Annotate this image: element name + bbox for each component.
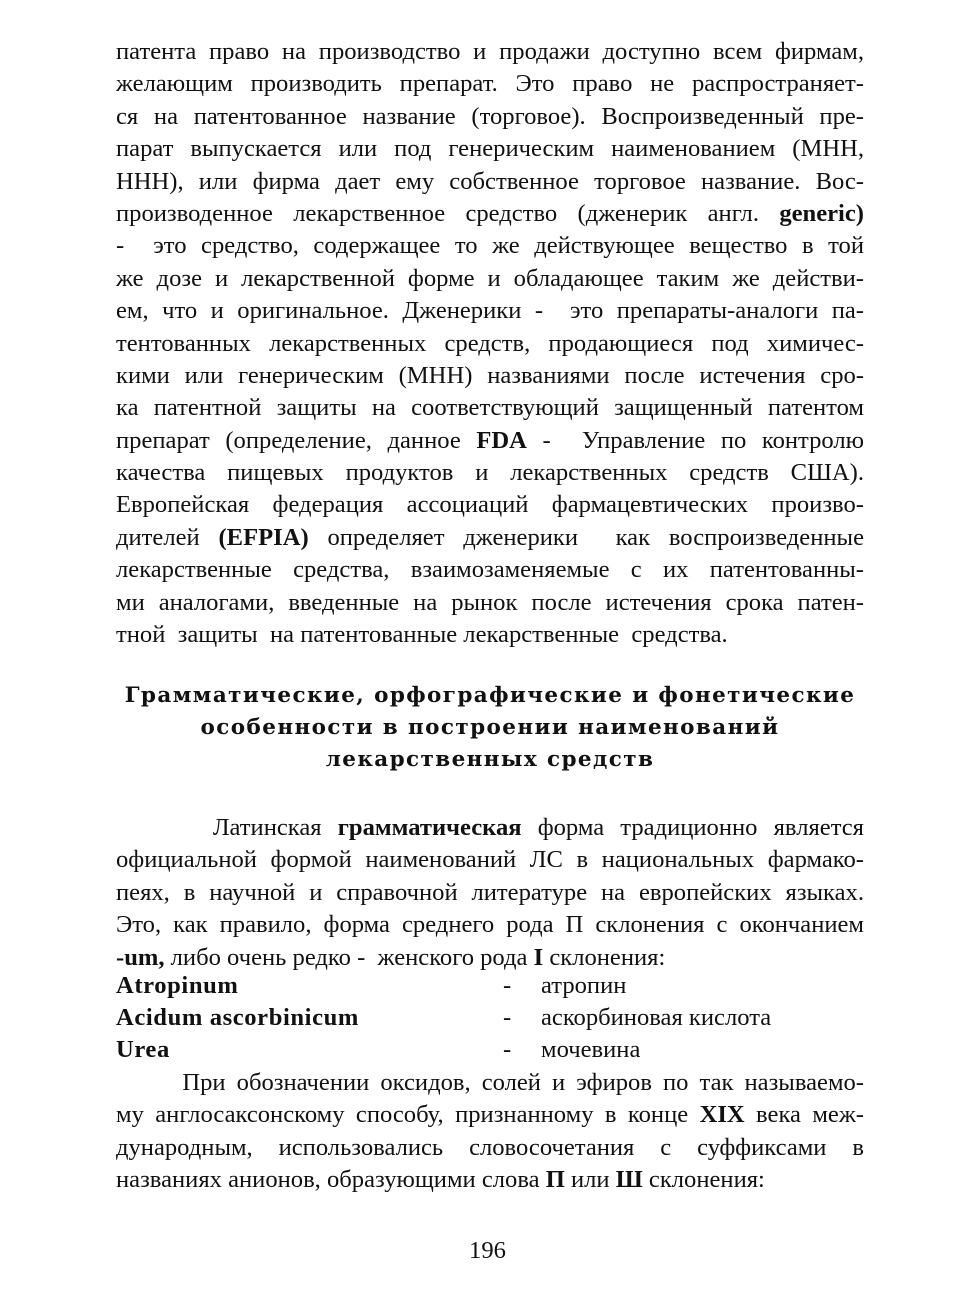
paragraph-anglo-saxon-method [116, 1067, 864, 1197]
text-run: Европейская федерация ассоциаций фармацевтических произво- [116, 491, 864, 519]
text-run: му англосаксонскому способу, признанному в конце [116, 1101, 700, 1129]
bold-term: -um, [116, 943, 165, 971]
text-line [116, 133, 864, 165]
text-line [116, 68, 864, 100]
text-run: ННН), или фирма дает ему собственное торговое название. Вос- [116, 167, 864, 195]
page-number: 196 [469, 1237, 506, 1264]
text-run: Это, как правило, форма среднего рода П склонения с окончанием [116, 911, 864, 939]
text-run: ми аналогами, введенные на рынок после истечения срока патен- [116, 588, 864, 616]
text-run: При обозначении оксидов, солей и эфиров по так называемо- [116, 1069, 864, 1096]
text-run: склонения: [642, 1166, 765, 1194]
text-line [116, 198, 864, 230]
text-line [116, 295, 864, 327]
text-run: же дозе и лекарственной форме и обладающее таким же действи- [116, 264, 864, 292]
example-row [116, 1034, 876, 1066]
text-run: определяет дженерики как воспроизведенные [308, 523, 864, 551]
text-run: дителей [116, 523, 219, 551]
text-line [116, 457, 864, 489]
example-dash: - [503, 972, 512, 999]
text-run: парат выпускается или под генерическим наименованием (МНН, [116, 135, 864, 163]
bold-term: I [533, 943, 544, 971]
text-line [116, 360, 864, 392]
text-line [116, 522, 864, 554]
text-run: либо очень редко - женского рода [164, 943, 534, 971]
example-latin: Acidum ascorbinicum [116, 1004, 359, 1031]
example-russian: аскорбиновая кислота [541, 1004, 772, 1031]
section-heading [100, 680, 880, 776]
bold-term: XIX [699, 1101, 745, 1129]
bold-term: generic) [779, 199, 864, 227]
text-line [116, 1067, 864, 1099]
text-run: ся на патентованное название (торговое). Воспроизведенный пре- [116, 102, 864, 130]
heading-line-2: особенности в построении наименований [200, 715, 780, 740]
text-run: пеях, в научной и справочной литературе на европейских языках. [116, 878, 864, 906]
text-run: ка патентной защиты на соответствующий защищенный патентом [116, 394, 864, 422]
text-run: дународным, использовались словосочетания с суффиксами в [116, 1133, 864, 1161]
text-line [116, 36, 864, 68]
text-line [116, 263, 864, 295]
bold-term: Ш [615, 1166, 643, 1194]
text-line [116, 1099, 864, 1131]
text-line [116, 1132, 864, 1164]
text-line [116, 619, 864, 651]
text-run: ем, что и оригинальное. Дженерики - это препараты-аналоги па- [116, 297, 864, 325]
text-run: или [564, 1166, 616, 1194]
text-run: - Управление по контролю [526, 426, 865, 454]
text-run: тной защиты на патентованные лекарственные средства. [116, 621, 728, 649]
text-line [116, 909, 864, 941]
text-run: - это средство, содержащее то же действующее вещество в той [116, 232, 864, 260]
text-run: Латинская [116, 814, 338, 841]
example-dash: - [503, 1004, 512, 1031]
text-run: форма традиционно является [521, 814, 864, 841]
text-run: названиях анионов, образующими слова [116, 1166, 546, 1194]
example-russian: мочевина [541, 1036, 641, 1063]
text-line [116, 844, 864, 876]
text-run: кими или генерическим (МНН) названиями после истечения сро- [116, 361, 864, 389]
text-run: желающим производить препарат. Это право не распространяет- [116, 70, 864, 98]
text-run: препарат (определение, данное [116, 426, 477, 454]
text-line [116, 877, 864, 909]
text-line [116, 166, 864, 198]
example-latin: Urea [116, 1036, 170, 1063]
text-run: лекарственные средства, взаимозаменяемые с их патентованны- [116, 556, 864, 584]
text-line [116, 554, 864, 586]
text-line [116, 587, 864, 619]
text-line [116, 230, 864, 262]
bold-term: FDA [476, 426, 527, 454]
text-run: качества пищевых продуктов и лекарственных средств США). [116, 459, 864, 487]
text-run: века меж- [744, 1101, 864, 1129]
text-line [116, 328, 864, 360]
example-russian: атропин [541, 972, 627, 999]
text-line [116, 489, 864, 521]
example-latin: Atropinum [116, 972, 239, 999]
text-run: производенное лекарственное средство (дженерик англ. [116, 199, 780, 227]
heading-line-1: Грамматические, орфографические и фонетические [124, 683, 856, 708]
text-run: патента право на производство и продажи доступно всем фирмам, [116, 38, 864, 65]
bold-term: П [545, 1166, 565, 1194]
heading-line-3: лекарственных средств [325, 747, 655, 772]
text-line [116, 425, 864, 457]
text-line [116, 812, 864, 844]
example-dash: - [503, 1036, 512, 1063]
text-run: тентованных лекарственных средств, продающиеся под химичес- [116, 329, 864, 357]
text-run: склонения: [543, 943, 666, 971]
text-line [116, 392, 864, 424]
text-run: официальной формой наименований ЛС в национальных фармако- [116, 846, 864, 874]
bold-term: (EFPIA) [218, 523, 309, 551]
text-line [116, 1164, 864, 1196]
paragraph-generics-definition [116, 36, 864, 651]
bold-term: грамматическая [337, 814, 522, 841]
example-row [116, 970, 876, 1002]
example-row [116, 1002, 876, 1034]
text-line [116, 101, 864, 133]
paragraph-latin-form [116, 812, 864, 974]
